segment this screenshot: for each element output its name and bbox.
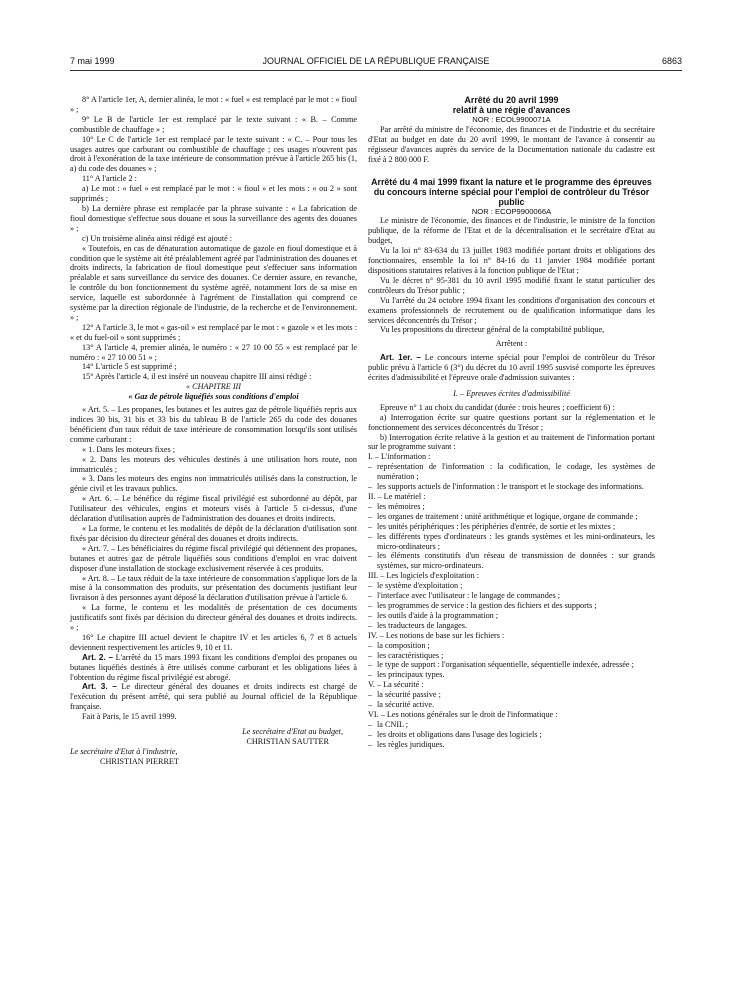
article-label: Art. 3. – — [82, 682, 117, 692]
paragraph: 15° Après l'article 4, il est inséré un nouveau chapitre III ainsi rédigé : — [82, 372, 312, 382]
paragraph: Epreuve n° 1 au choix du candidat (durée : trois heures ; coefficient 6) : — [380, 402, 615, 412]
decree-title: Arrêté du 20 avril 1999 — [464, 95, 559, 105]
list-item: – les différents types d'ordinateurs : les grands systèmes et les mini-ordinateurs, les micro-ordinateurs ; — [368, 532, 655, 552]
list-item: – l'interface avec l'utilisateur : le langage de commandes ; — [368, 591, 655, 601]
program-section: V. – La sécurité : — [368, 680, 424, 690]
list-item: – les éléments constitutifs d'un réseau de transmission de données : sur grands systèmes, sur micro-ordinateurs. — [368, 551, 655, 571]
left-column — [70, 95, 357, 767]
program-section: IV. – Les notions de base sur les fichiers : — [368, 630, 505, 640]
signature-name: CHRISTIAN PIERRET — [100, 756, 179, 766]
paragraph: « Art. 7. – Les bénéficiaires du régime fiscal privilégié qui détiennent des propanes, butanes et autres gaz de pétrole liquéfiés sous conditions d'emploi en vrac doivent disposer d'une installation de stockage exclusivement réservée à ces produits. — [70, 543, 357, 573]
list-item: – la sécurité active. — [368, 700, 655, 710]
paragraph: 11° A l'article 2 : — [82, 174, 137, 184]
chapter-title: « Gaz de pétrole liquéfiés sous conditions d'emploi — [128, 392, 299, 402]
signature-place-date: Fait à Paris, le 15 avril 1999. — [82, 712, 177, 722]
paragraph: Vu l'arrêté du 24 octobre 1994 fixant les conditions d'organisation des concours et examens professionnels de recrutement ou de qualification informatique dans les services déconcentrés du Trésor ; — [368, 295, 655, 325]
list-item: – les caractéristiques ; — [368, 651, 655, 661]
paragraph: 14° L'article 5 est supprimé ; — [82, 362, 177, 372]
arretent-heading: Arrêtent : — [495, 339, 528, 349]
chapter-heading: « CHAPITRE III — [185, 382, 242, 392]
paragraph: a) Le mot : « fuel » est remplacé par le mot : « fioul » et les mots : « ou 2 » sont supprimés ; — [70, 184, 357, 204]
list-item: – la CNIL ; — [368, 720, 655, 730]
paragraph: « 3. Dans les moteurs des engins non immatriculés utilisés dans la construction, le génie civil et les travaux publics. — [70, 474, 357, 494]
paragraph: 10° Le C de l'article 1er est remplacé par le texte suivant : « C. – Pour tous les usages autres que carburant ou combustible de chauffage ; ces usages n'ouvrent pas droit à l'exonération de la taxe intérieure de consommation prévue à l'article 265 bis (1, a) du code des douanes » ; — [70, 134, 357, 174]
list-item: – les programmes de service : la gestion des fichiers et des supports ; — [368, 601, 655, 611]
article-text: Le directeur général des douanes et droits indirects est chargé de l'exécution du présent arrêté, qui sera publié au Journal officiel de la République française. — [70, 682, 357, 712]
right-column — [368, 95, 655, 750]
signature-role: Le secrétaire d'Etat au budget, — [242, 727, 343, 737]
header-date: 7 mai 1999 — [70, 56, 115, 66]
list-item: – les mémoires ; — [368, 502, 655, 512]
list-item: – les outils d'aide à la programmation ; — [368, 611, 655, 621]
list-item: – la composition ; — [368, 641, 655, 651]
list-item: – les organes de traitement : unité arithmétique et logique, organe de commande ; — [368, 512, 655, 522]
header-journal-title: JOURNAL OFFICIEL DE LA RÉPUBLIQUE FRANÇAISE — [262, 56, 490, 66]
list-item: – le système d'exploitation ; — [368, 581, 655, 591]
article-label: Art. 2. – — [82, 652, 114, 662]
nor-reference: NOR : ECOL9900071A — [472, 115, 551, 124]
article-text: L'arrêté du 15 mars 1993 fixant les conditions d'emploi des propanes ou butanes liquéfiés destinés à être utilisés comme carburant et les obligations liées à l'obtention du régime fiscal privilégié est abrogé. — [70, 652, 357, 682]
paragraph: a) Interrogation écrite sur quatre questions portant sur la réglementation et le fonctionnement des services déconcentrés du Trésor ; — [368, 412, 655, 432]
paragraph: b) La dernière phrase est remplacée par la phrase suivante : « La fabrication de fioul domestique s'effectue sous douane et sous la surveillance des agents des douanes » ; — [70, 203, 357, 233]
header-rule — [70, 70, 682, 71]
list-item: – les principaux types. — [368, 670, 655, 680]
paragraph: 9° Le B de l'article 1er est remplacé par le texte suivant : « B. – Comme combustible de chauffage » ; — [70, 114, 357, 134]
paragraph: b) Interrogation écrite relative à la gestion et au traitement de l'information portant sur le programme suivant : — [368, 432, 655, 452]
paragraph: « 2. Dans les moteurs des véhicules destinés à une utilisation hors route, non immatriculés ; — [70, 454, 357, 474]
list-item: – représentation de l'information : la codification, le codage, les systèmes de numération ; — [368, 462, 655, 482]
paragraph: c) Un troisième alinéa ainsi rédigé est ajouté : — [82, 233, 233, 243]
header-page-number: 6863 — [661, 56, 682, 66]
list-item: – les traducteurs de langages. — [368, 621, 655, 631]
paragraph: « Art. 5. – Les propanes, les butanes et les autres gaz de pétrole liquéfiés repris aux indices 30 bis, 31 bis et 33 bis du tableau B de l'article 265 du code des douanes bénéficient d'un taux réduit de taxe intérieure de consommation lorsqu'ils sont utilisés comme carburant : — [70, 405, 357, 444]
paragraph: « Art. 8. – Le taux réduit de la taxe intérieure de consommation s'applique lors de la mise à la consommation des produits, sur présentation des documents justifiant leur livraison à des personnes ayant déposé la déclaration d'utilisation prévue à l'article 6. — [70, 573, 357, 603]
paragraph: Le ministre de l'économie, des finances et de l'industrie, le ministre de la fonction publique, de la réforme de l'Etat et de la décentralisation et le secrétaire d'Etat au budget, — [368, 216, 655, 246]
paragraph: Par arrêté du ministre de l'économie, des finances et de l'industrie et du secrétaire d'Etat au budget en date du 20 avril 1999, le montant de l'avance à consentir au régisseur d'avances auprès du service de la Documentation nationale du cadastre est fixé à 2 800 000 F. — [368, 124, 655, 164]
article-text: Le concours interne spécial pour l'emploi de contrôleur du Trésor public prévu à l'article 6 (3°) du décret du 10 avril 1995 susvisé comporte les épreuves écrites d'admissibilité et l'épreuve orale d'admission suivantes : — [368, 353, 655, 383]
paragraph: Vu les propositions du directeur général de la comptabilité publique, — [380, 325, 605, 335]
article-3 — [70, 682, 357, 712]
program-section: VI. – Les notions générales sur le droit de l'informatique : — [368, 709, 558, 719]
article-2 — [70, 653, 357, 683]
paragraph: « La forme, le contenu et les modalités de dépôt de la déclaration d'utilisation sont fixés par décision du directeur général des douanes et droits indirects. — [70, 523, 357, 543]
signature-role: Le secrétaire d'Etat à l'industrie, — [70, 746, 178, 756]
paragraph: 8° A l'article 1er, A, dernier alinéa, le mot : « fuel » est remplacé par le mot : « fioul » ; — [70, 95, 357, 114]
program-section: III. – Les logiciels d'exploitation : — [368, 571, 480, 581]
list-item: – les supports actuels de l'information : le transport et le stockage des informations. — [368, 482, 655, 492]
list-item: – les droits et obligations dans l'usage des logiciels ; — [368, 730, 655, 740]
signature-name: CHRISTIAN SAUTTER — [246, 737, 329, 746]
paragraph: « 1. Dans les moteurs fixes ; — [82, 444, 176, 454]
article-label: Art. 1er. – — [380, 353, 421, 363]
paragraph: 13° A l'article 4, premier alinéa, le numéro : « 27 10 00 55 » est remplacé par le numéro : « 27 10 00 51 » ; — [70, 342, 357, 362]
page-header — [70, 56, 682, 68]
nor-reference: NOR : ECOP9900066A — [471, 206, 552, 216]
decree-subtitle: relatif à une régie d'avances — [452, 105, 571, 115]
paragraph: Vu le décret n° 95-381 du 10 avril 1995 modifié fixant le statut particulier des contrôleurs du Trésor public ; — [368, 275, 655, 295]
paragraph: « Art. 6. – Le bénéfice du régime fiscal privilégié est subordonné au dépôt, par l'utilisateur des véhicules, engins et moteurs visés à l'article 5 ci-dessus, d'une déclaration d'utilisation auprès de l'administration des douanes et droits indirects. — [70, 494, 357, 524]
section-heading: I. – Epreuves écrites d'admissibilité — [453, 388, 570, 398]
list-item: – la sécurité passive ; — [368, 690, 655, 700]
paragraph: 12° A l'article 3, le mot « gas-oil » est remplacé par le mot : « gazole » et les mots : « et du fuel-oil » sont supprimés ; — [70, 322, 357, 342]
program-section: I. – L'information : — [368, 452, 431, 462]
list-item: – les unités périphériques : les périphéries d'entrée, de sortie et les mixtes ; — [368, 522, 655, 532]
paragraph: « La forme, le contenu et les modalités de présentation de ces documents justificatifs sont fixés par décision du directeur général des douanes et droits indirects. » ; — [70, 603, 357, 633]
decree-title: Arrêté du 4 mai 1999 fixant la nature et le programme des épreuves du concours interne spécial pour l'emploi de contrôleur du Trésor public — [371, 176, 652, 207]
program-section: II. – Le matériel : — [368, 492, 426, 501]
paragraph: 16° Le chapitre III actuel devient le chapitre IV et les articles 6, 7 et 8 actuels deviennent respectivement les articles 9, 10 et 11. — [70, 632, 357, 652]
list-item: – les règles juridiques. — [368, 740, 655, 750]
article-1 — [368, 353, 655, 383]
list-item: – le type de support : l'organisation séquentielle, séquentielle indexée, adressée ; — [368, 660, 655, 670]
paragraph: « Toutefois, en cas de dénaturation automatique de gazole en fioul domestique et à condition que le système ait été préalablement agréé par l'administration des douanes et droits indirects, la fabrication de fioul domestique peut s'effectuer sans information préalable et sans surveillance du service des douanes. Ce dernier assure, en revanche, le contrôle du bon fonctionnement du système agréé, notamment lors de sa mise en service, laquelle est subordonnée à l'agrément de l'installation qui comprend ce système par la direction régionale de l'industrie, de la recherche et de l'environnement. » ; — [70, 243, 357, 322]
paragraph: Vu la loi n° 83-634 du 13 juillet 1983 modifiée portant droits et obligations des fonctionnaires, ensemble la loi n° 84-16 du 11 janvier 1984 modifiée portant dispositions statutaires relatives à la fonction publique de l'Etat ; — [368, 246, 655, 275]
